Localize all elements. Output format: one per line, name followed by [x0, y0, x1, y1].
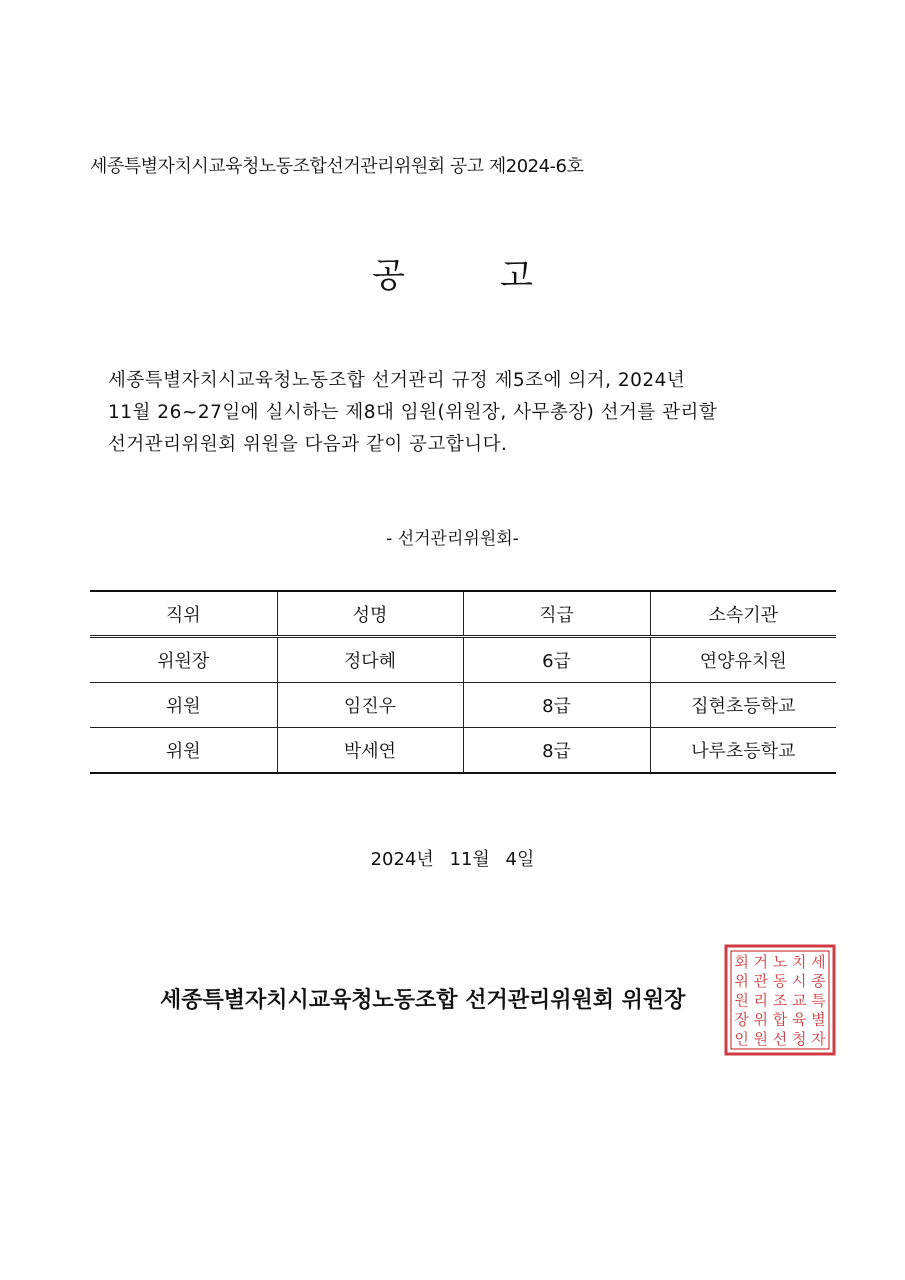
seal-glyph: 조 [772, 991, 788, 1010]
title-char-2: 고 [500, 256, 533, 296]
cell-grade: 8급 [463, 728, 650, 774]
header-grade: 직급 [463, 591, 650, 637]
body-line-2: 11월 26~27일에 실시하는 제8대 임원(위원장, 사무총장) 선거를 관리할 [108, 402, 718, 423]
seal-glyphs [734, 953, 826, 1048]
seal-glyph: 청 [791, 1029, 807, 1048]
seal-glyph: 별 [811, 1010, 826, 1029]
body-line-3: 선거관리위원회 위원을 다음과 같이 공고합니다. [108, 434, 508, 455]
seal-glyph: 원 [753, 1029, 769, 1048]
header-affiliation: 소속기관 [650, 591, 836, 637]
notice-date: 2024년 11월 4일 [370, 849, 535, 870]
cell-name: 박세연 [277, 728, 463, 774]
seal-glyph: 위 [753, 1010, 769, 1029]
seal-glyph: 자 [811, 1029, 826, 1048]
seal-glyph: 노 [772, 953, 788, 971]
seal-glyph: 시 [791, 972, 807, 991]
cell-position: 위원 [90, 728, 277, 774]
seal-glyph: 인 [734, 1029, 749, 1048]
cell-grade: 6급 [463, 637, 650, 683]
section-heading: - 선거관리위원회- [386, 529, 519, 549]
table-header-row [90, 591, 836, 637]
seal-glyph: 리 [753, 991, 769, 1010]
table-row [90, 728, 836, 774]
title-char-1: 공 [372, 256, 405, 296]
seal-glyph: 육 [791, 1010, 807, 1029]
table-row [90, 637, 836, 683]
signatory: 세종특별자치시교육청노동조합 선거관리위원회 위원장 [160, 988, 686, 1013]
seal-glyph: 치 [791, 953, 807, 971]
cell-affiliation: 집현초등학교 [650, 683, 836, 728]
seal-glyph: 종 [811, 972, 826, 991]
table-row [90, 683, 836, 728]
notice-body [108, 365, 843, 461]
seal-glyph: 선 [772, 1029, 788, 1048]
committee-members-table [90, 590, 836, 774]
cell-affiliation: 나루초등학교 [650, 728, 836, 774]
seal-glyph: 세 [811, 953, 826, 971]
cell-grade: 8급 [463, 683, 650, 728]
seal-glyph: 위 [734, 972, 749, 991]
seal-glyph: 원 [734, 991, 749, 1010]
body-line-1: 세종특별자치시교육청노동조합 선거관리 규정 제5조에 의거, 2024년 [108, 370, 686, 391]
cell-affiliation: 연양유치원 [650, 637, 836, 683]
official-seal-icon [724, 944, 836, 1056]
seal-glyph: 합 [772, 1010, 788, 1029]
seal-glyph: 동 [772, 972, 788, 991]
cell-position: 위원장 [90, 637, 277, 683]
notice-number: 세종특별자치시교육청노동조합선거관리위원회 공고 제2024-6호 [90, 156, 584, 177]
cell-name: 임진우 [277, 683, 463, 728]
seal-glyph: 관 [753, 972, 769, 991]
seal-glyph: 회 [734, 953, 749, 971]
seal-glyph: 거 [753, 953, 769, 971]
seal-glyph: 교 [791, 991, 807, 1010]
cell-position: 위원 [90, 683, 277, 728]
seal-glyph: 특 [811, 991, 826, 1010]
seal-glyph: 장 [734, 1010, 749, 1029]
page-title [0, 248, 905, 297]
header-position: 직위 [90, 591, 277, 637]
header-name: 성명 [277, 591, 463, 637]
cell-name: 정다혜 [277, 637, 463, 683]
